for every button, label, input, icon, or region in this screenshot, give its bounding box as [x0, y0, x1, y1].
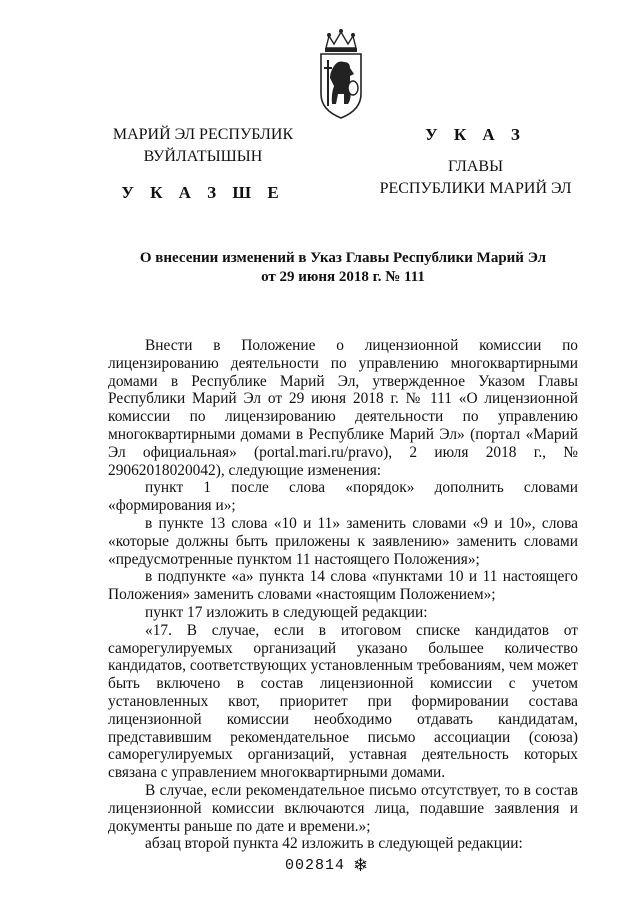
paragraph: в подпункте «а» пункта 14 слова «пунктами 10 и 11 настоящего Положения» заменить словами «настоящим Положением»; — [108, 568, 578, 604]
header-right-line2: РЕСПУБЛИКИ МАРИЙ ЭЛ — [379, 180, 572, 197]
document-body — [108, 337, 578, 853]
header-right-line1: ГЛАВЫ — [447, 158, 504, 175]
paragraph: абзац второй пункта 42 изложить в следующей редакции: — [145, 835, 523, 853]
header-left-decree: У К А З Ш Е — [121, 183, 285, 202]
paragraph: Внести в Положение о лицензионной комиссии по лицензированию деятельности по управлению многоквартирными домами в Республике Марий Эл, утвержденное Указом Главы Республики Марий Эл от 29 июня 2018 г. № 111 «О лицензионной комиссии по лицензированию деятельности по управлению многоквартирными домами в Республике Марий Эл» (портал «Марий Эл официальная» (portal.mari.ru/pravo), 2 июля 2018 г., № 29062018020042), следующие изменения: — [108, 337, 578, 479]
header-left-block — [108, 124, 298, 204]
header-right-block — [368, 124, 583, 200]
paragraph: пункт 17 изложить в следующей редакции: — [145, 603, 428, 621]
document-serial-number: 002814 — [285, 857, 346, 874]
coat-of-arms-emblem — [316, 28, 366, 120]
header-left-line2: ВУЙЛАТЫШЫН — [143, 148, 263, 165]
document-title — [108, 249, 578, 287]
header-right-decree: У К А З — [425, 125, 526, 144]
paragraph: в пункте 13 слова «10 и 11» заменить словами «9 и 10», слова «которые должны быть приложены к заявлению» заменить словами «предусмотренные пунктом 11 настоящего Положения»; — [108, 514, 578, 568]
header-left-line1: МАРИЙ ЭЛ РЕСПУБЛИК — [112, 126, 294, 143]
title-line2: от 29 июня 2018 г. № 111 — [261, 269, 425, 285]
paragraph: пункт 1 после слова «порядок» дополнить словами «формирования и»; — [108, 479, 578, 515]
paragraph: В случае, если рекомендательное письмо отсутствует, то в состав лицензионной комиссии включаются лица, подавшие заявления и документы раньше по дате и времени.»; — [108, 781, 578, 835]
snowflake-icon: ❄ — [353, 855, 369, 875]
title-line1: О внесении изменений в Указ Главы Республики Марий Эл — [139, 250, 547, 266]
paragraph: «17. В случае, если в итоговом списке кандидатов от саморегулируемых организаций указано большее количество кандидатов, соответствующих установленным требованиям, чем может быть включено в состав лицензионной комиссии с учетом установленных квот, приоритет при формировании состава лицензионной комиссии необходимо отдавать кандидатам, представившим рекомендательное письмо ассоциации (союза) саморегулируемых организаций, уставная деятельность которых связана с управлением многоквартирными домами. — [108, 621, 578, 782]
